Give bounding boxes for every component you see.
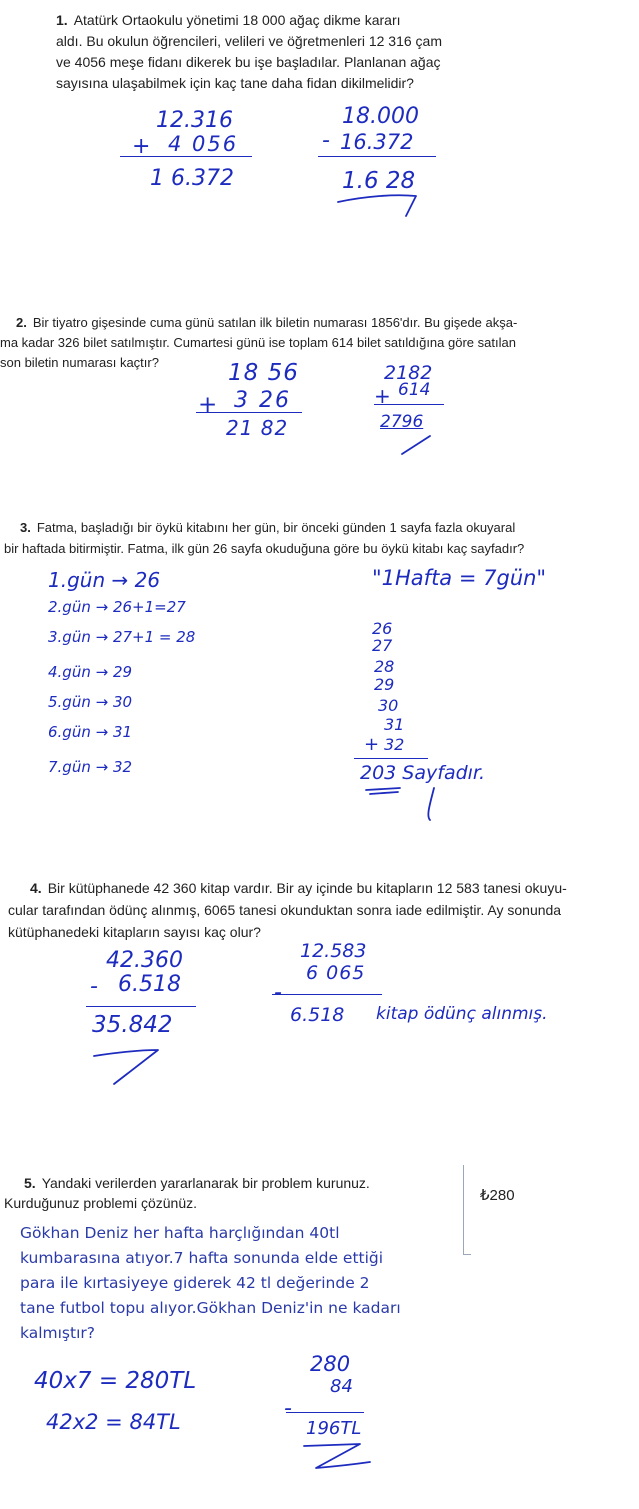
question-number: 5.: [24, 1175, 36, 1191]
question-number: 3.: [20, 520, 31, 535]
q4-sub1-op: -: [90, 974, 98, 999]
q5-calc-1: 40x7 = 280TL: [34, 1368, 197, 1394]
q1-add-a: 12.316: [156, 108, 233, 133]
question-line: cular tarafından ödünç alınmış, 6065 tanesi okunduktan sonra iade edilmiştir. Ay sonunda: [8, 902, 562, 918]
question-number: 2.: [16, 315, 27, 330]
q1-add-op: +: [132, 134, 151, 159]
q5-sub-a: 280: [310, 1352, 351, 1376]
q2-add2-b: 614: [398, 380, 431, 400]
q3-sum-item: 28: [374, 657, 395, 676]
q2-underline-mark: [396, 434, 436, 458]
q4-sub2-b: 6 065: [306, 962, 366, 984]
question-line: 3. Fatma, başladığı bir öykü kitabını her gün, bir önceki günden 1 sayfa fazla okuyaral: [20, 520, 516, 535]
question-number: 4.: [30, 880, 42, 896]
q3-sum-item: 31: [384, 715, 405, 734]
q2-add2-a: 2182: [384, 362, 433, 384]
q1-sub-a: 18.000: [342, 104, 419, 129]
question-line: kütüphanedeki kitapların sayısı kaç olur?: [8, 924, 261, 940]
question-1: [56, 10, 496, 94]
q1-add-line: [120, 156, 252, 157]
q1-sub-op: -: [322, 128, 330, 153]
q4-sub2-a: 12.583: [300, 940, 367, 962]
question-3: [4, 517, 588, 559]
q5-sub-op: -: [284, 1396, 292, 1421]
q2-add1-line: [196, 412, 302, 413]
q3-day: 7.gün → 32: [48, 758, 133, 776]
q5-sub-line: [286, 1412, 364, 1413]
question-line: Kurduğunuz problemi çözünüz.: [4, 1195, 198, 1211]
q1-underline-mark: [336, 190, 426, 220]
q2-add2-line: [374, 404, 444, 405]
q3-day: 6.gün → 31: [48, 723, 133, 741]
q4-sub1-result: 35.842: [92, 1012, 173, 1038]
q1-sub-result: 1.6 28: [342, 168, 416, 194]
q4-underline-mark: [90, 1040, 170, 1090]
q3-day: 4.gün → 29: [48, 663, 133, 681]
q2-add1-b: 3 26: [234, 388, 291, 413]
q1-add-b: 4 056: [168, 132, 239, 156]
q3-sum-item: 29: [374, 675, 395, 694]
q4-sub2-note: kitap ödünç alınmış.: [376, 1004, 548, 1024]
problem-line: kumbarasına atıyor.7 hafta sonunda elde ettiği: [20, 1249, 384, 1267]
q5-sub-b: 84: [330, 1376, 353, 1397]
question-line: son biletin numarası kaçtır?: [0, 355, 159, 370]
q3-day: 1.gün → 26: [48, 568, 161, 592]
q2-add2-result: 2796: [380, 412, 424, 432]
question-line: bir haftada bitirmiştir. Fatma, ilk gün 26 sayfa okuduğuna göre bu öykü kitabı kaç sayfadır?: [4, 541, 525, 556]
q3-sum-item: 32: [384, 735, 405, 754]
q2-add1-a: 18 56: [228, 360, 299, 386]
problem-line: tane futbol topu alıyor.Gökhan Deniz'in ne kadarı: [20, 1299, 401, 1317]
q3-result: 203 Sayfadır.: [360, 762, 486, 784]
q2-add1-op: +: [198, 392, 218, 418]
q2-add2-op: +: [374, 384, 391, 408]
q3-day: 3.gün → 27+1 = 28: [48, 628, 196, 646]
question-line: 5. Yandaki verilerden yararlanarak bir problem kurunuz.: [24, 1175, 370, 1191]
question-number: 1.: [56, 12, 68, 28]
question-line: sayısına ulaşabilmek için kaç tane daha fidan dikilmelidir?: [56, 75, 414, 91]
question-line: ma kadar 326 bilet satılmıştır. Cumartesi günü ise toplam 614 bilet satıldığına göre satılan: [0, 335, 516, 350]
question-line: 4. Bir kütüphanede 42 360 kitap vardır. Bir ay içinde bu kitapların 12 583 tanesi okuyu-: [30, 880, 567, 896]
q4-sub1-a: 42.360: [106, 948, 183, 973]
q3-underline-mark: [360, 784, 440, 824]
q4-sub2-result: 6.518: [290, 1004, 345, 1026]
q4-sub1-b: 6.518: [118, 972, 181, 997]
q4-sub2-op: -: [274, 980, 282, 1005]
q5-sub-result: 196TL: [306, 1418, 362, 1439]
q3-sum-item: 30: [378, 696, 399, 715]
q3-sum-item: 26: [372, 619, 393, 638]
problem-line: Gökhan Deniz her hafta harçlığından 40tl: [20, 1224, 340, 1242]
q3-sum-item: 27: [372, 636, 393, 655]
q3-note: "1Hafta = 7gün": [372, 566, 547, 590]
q1-sub-line: [318, 156, 436, 157]
q5-underline-mark: [300, 1440, 380, 1476]
q1-sub-b: 16.372: [340, 130, 414, 154]
question-line: 2. Bir tiyatro gişesinde cuma günü satılan ilk biletin numarası 1856'dır. Bu gişede akşa-: [16, 315, 518, 330]
data-box-corner: [463, 1254, 471, 1255]
problem-line: kalmıştır?: [20, 1324, 95, 1342]
q4-sub2-line: [272, 994, 382, 995]
q4-sub1-line: [86, 1006, 196, 1007]
q1-add-result: 1 6.372: [150, 166, 234, 191]
q2-add1-result: 21 82: [226, 416, 289, 440]
q3-sum-line: [354, 758, 428, 759]
problem-line: para ile kırtasiyeye giderek 42 tl değerinde 2: [20, 1274, 370, 1292]
price-label: ₺280: [480, 1187, 515, 1204]
q3-day: 2.gün → 26+1=27: [48, 598, 186, 616]
q3-day: 5.gün → 30: [48, 693, 133, 711]
q5-calc-2: 42x2 = 84TL: [46, 1410, 181, 1434]
question-line: ve 4056 meşe fidanı dikerek bu işe başladılar. Planlanan ağaç: [56, 54, 441, 70]
data-box-border: [463, 1165, 464, 1255]
question-5: [4, 1173, 444, 1213]
question-line: 1. Atatürk Ortaokulu yönetimi 18 000 ağaç dikme kararı: [56, 12, 401, 28]
question-4: [8, 877, 638, 943]
question-line: aldı. Bu okulun öğrencileri, velileri ve öğretmenleri 12 316 çam: [56, 33, 442, 49]
q3-sum-op: +: [364, 734, 380, 755]
